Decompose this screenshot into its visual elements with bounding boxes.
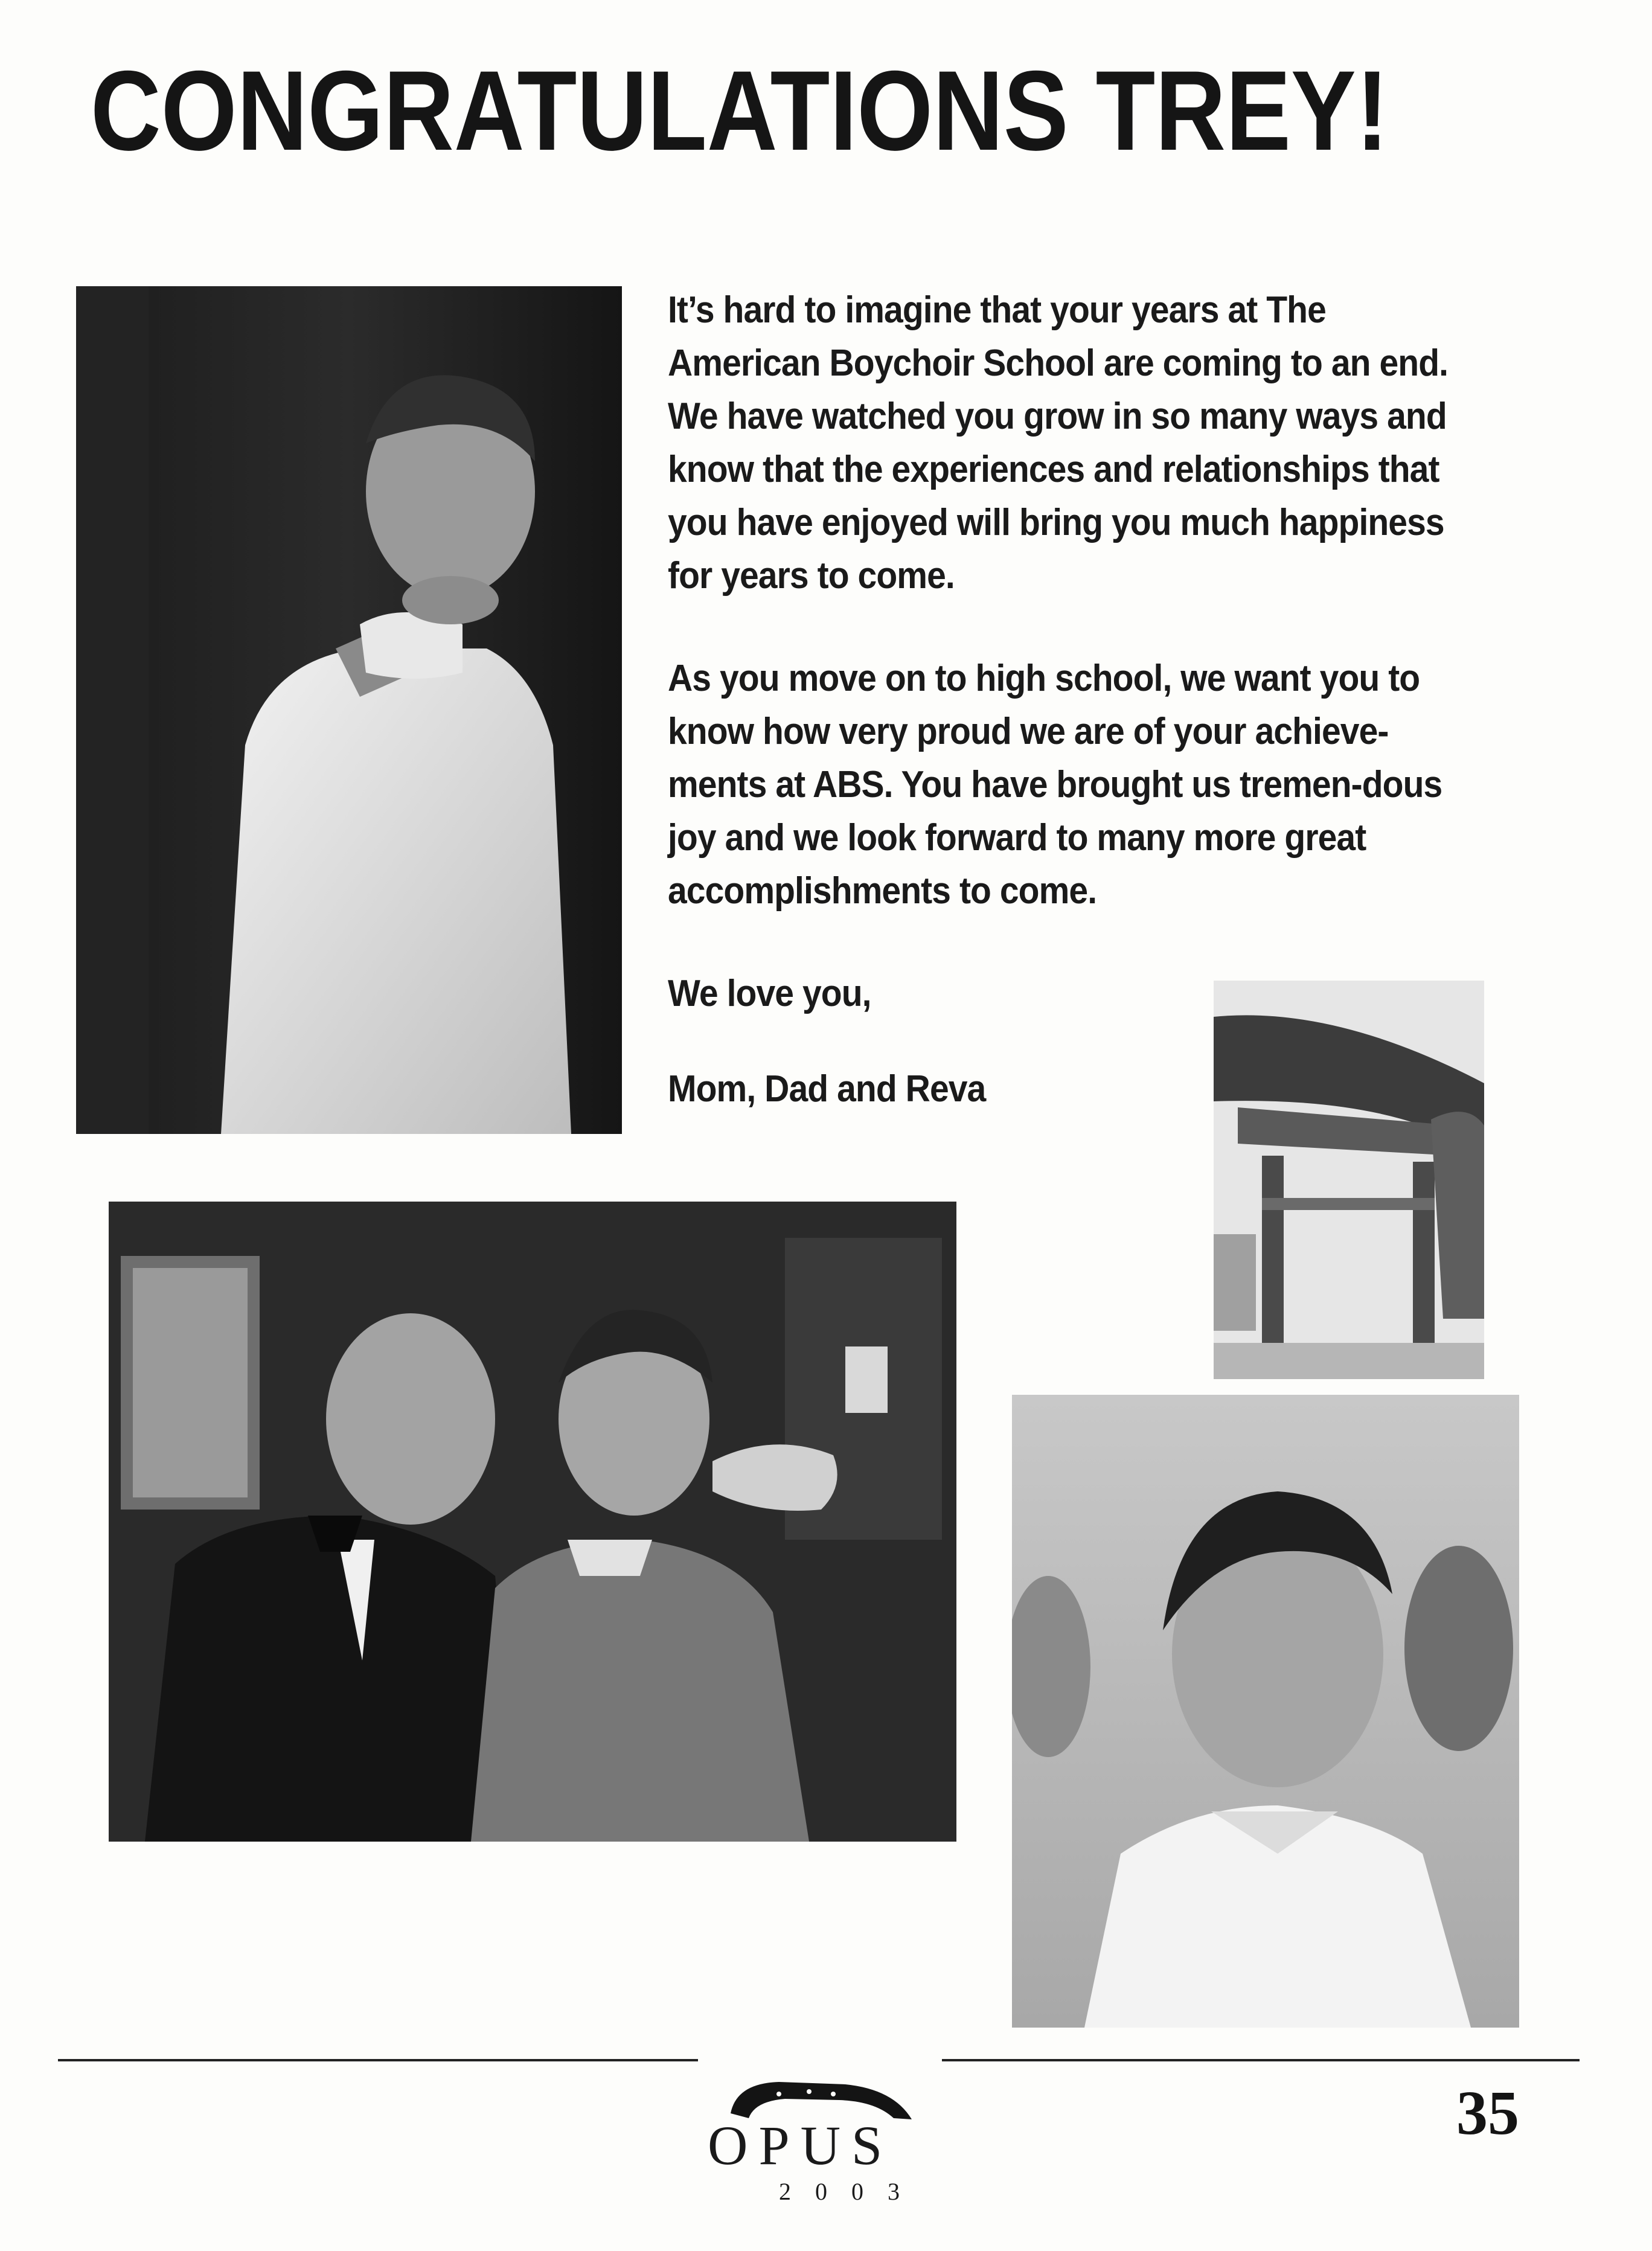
- letter-signature: Mom, Dad and Reva: [668, 1068, 986, 1110]
- opus-logo-word: OPUS: [708, 2115, 894, 2176]
- page-title: CONGRATULATIONS TREY!: [91, 47, 1389, 174]
- boy-in-polo-shirt-photo: [1012, 1395, 1519, 2028]
- opus-logo-year: 2003: [779, 2178, 924, 2205]
- footer-rule-left: [58, 2059, 698, 2061]
- letter-paragraph: As you move on to high school, we want you to know how very proud we are of your achieve-ments at ABS. You have brought us tremen-dous joy and we look forward to many more great accomplishments to come.: [668, 658, 1442, 912]
- opus-logo: [700, 2065, 930, 2222]
- letter-closing: We love you,: [668, 973, 871, 1014]
- page-number: 35: [1456, 2078, 1519, 2148]
- footer-rule-right: [942, 2059, 1580, 2061]
- boy-in-choir-robe-photo: [76, 286, 622, 1134]
- letter-paragraph: It’s hard to imagine that your years at The American Boychoir School are coming to an end. We have watched you grow in so many ways and know that the experiences and relationships that you have enjoyed will bring you much happiness for years to come.: [668, 289, 1449, 597]
- boy-with-choir-director-photo: [109, 1202, 956, 1842]
- letter-text: [668, 284, 1462, 1165]
